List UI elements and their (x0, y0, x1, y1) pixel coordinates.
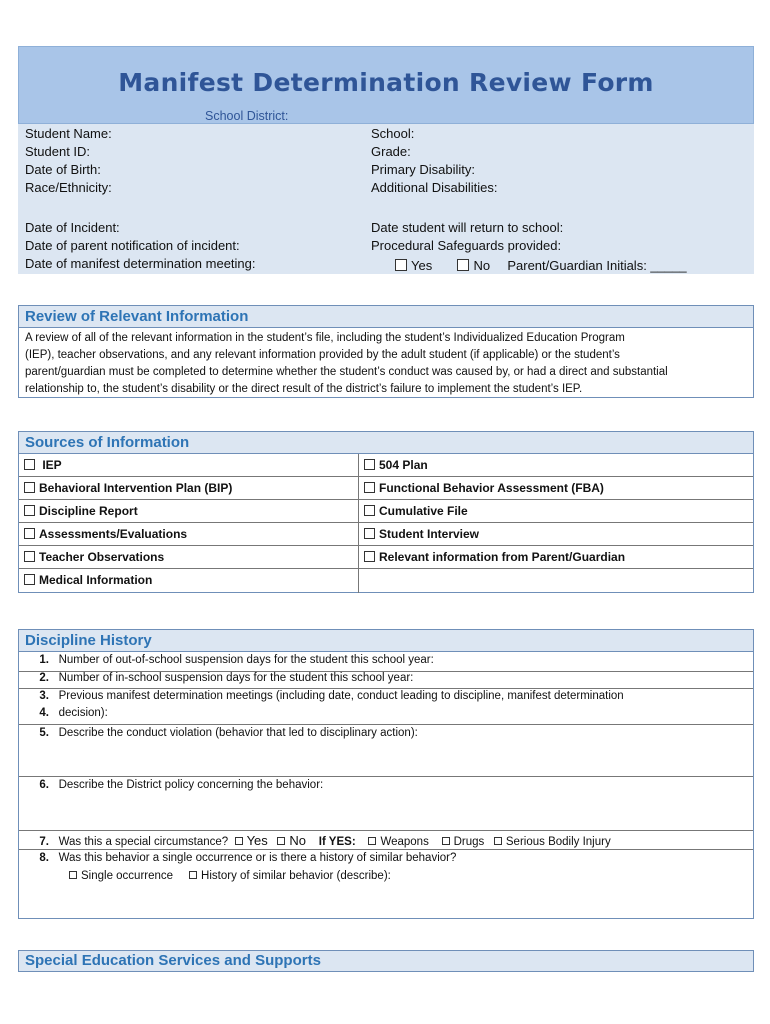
parent-information-label: Relevant information from Parent/Guardian (379, 550, 626, 564)
sources-left-column (19, 454, 358, 591)
student-info-right (371, 125, 497, 197)
weapons-label: Weapons (380, 836, 429, 848)
medical-information-label: Medical Information (39, 573, 153, 587)
single-occurrence-label: Single occurrence (81, 870, 174, 882)
discipline-heading: Discipline History (19, 630, 753, 652)
source-504-plan[interactable] (359, 454, 753, 477)
assessments-checkbox[interactable] (24, 528, 35, 539)
item-text: Number of out-of-school suspension days for the student this school year: (58, 654, 434, 666)
source-fba[interactable] (359, 477, 753, 500)
504-plan-label: 504 Plan (379, 458, 428, 472)
bip-checkbox[interactable] (24, 482, 35, 493)
parent-initials-label: Parent/Guardian Initials: _____ (507, 258, 687, 273)
incident-info-right (371, 219, 563, 255)
discipline-item-6 (29, 779, 323, 791)
sources-heading: Sources of Information (19, 432, 753, 454)
services-heading: Special Education Services and Supports (19, 951, 753, 971)
cumulative-file-checkbox[interactable] (364, 505, 375, 516)
review-line: A review of all of the relevant information in the student’s file, including the student’s Individualized Education Program (25, 332, 625, 344)
review-line: (IEP), teacher observations, and any relevant information provided by the adult student (if applicable) or the student’s (25, 349, 620, 361)
iep-label: IEP (42, 458, 62, 472)
item-text: Describe the conduct violation (behavior that led to disciplinary action): (58, 727, 418, 739)
meeting-date-label: Date of manifest determination meeting: (25, 256, 256, 271)
sources-section (18, 431, 754, 593)
review-text (19, 328, 753, 398)
item-number: 2. (39, 672, 49, 684)
special-no-label: No (289, 833, 307, 848)
item-number: 4. (39, 707, 49, 719)
source-iep[interactable] (19, 454, 358, 477)
fba-checkbox[interactable] (364, 482, 375, 493)
services-section (18, 950, 754, 972)
student-interview-label: Student Interview (379, 527, 480, 541)
source-assessments[interactable] (19, 523, 358, 546)
item-text: Number of in-school suspension days for the student this school year: (58, 672, 414, 684)
discipline-item-8 (29, 852, 456, 864)
review-section (18, 305, 754, 398)
special-yes-label: Yes (246, 833, 268, 848)
student-id-label: Student ID: (25, 144, 91, 159)
row-divider (19, 830, 753, 831)
student-interview-checkbox[interactable] (364, 528, 375, 539)
sources-right-column (359, 454, 753, 569)
item-text: Was this behavior a single occurrence or is there a history of similar behavior? (58, 852, 457, 864)
item-number: 8. (39, 852, 49, 864)
discipline-item-1 (29, 654, 434, 666)
date-of-incident-label: Date of Incident: (25, 220, 120, 235)
item-number: 7. (39, 836, 49, 848)
assessments-label: Assessments/Evaluations (39, 527, 188, 541)
source-medical-information[interactable] (19, 569, 358, 591)
discipline-item-2 (29, 672, 413, 684)
iep-checkbox[interactable] (24, 459, 35, 470)
discipline-item-3 (29, 690, 624, 702)
medical-information-checkbox[interactable] (24, 574, 35, 585)
discipline-report-checkbox[interactable] (24, 505, 35, 516)
review-line: relationship to, the student’s disability or the direct result of the district’s failure to implement the student’s IEP. (25, 383, 583, 395)
discipline-report-label: Discipline Report (39, 504, 138, 518)
procedural-safeguards-label: Procedural Safeguards provided: (371, 238, 562, 253)
school-district-label: School District: (205, 109, 289, 123)
item-text: Was this a special circumstance? (58, 836, 229, 848)
safeguards-no-label: No (473, 258, 491, 273)
single-occurrence-checkbox[interactable] (69, 871, 77, 879)
discipline-item-5 (29, 727, 418, 739)
cumulative-file-label: Cumulative File (379, 504, 468, 518)
row-divider (19, 688, 753, 689)
teacher-observations-label: Teacher Observations (39, 550, 165, 564)
source-cumulative-file[interactable] (359, 500, 753, 523)
source-bip[interactable] (19, 477, 358, 500)
history-label: History of similar behavior (describe): (201, 870, 391, 882)
injury-label: Serious Bodily Injury (505, 836, 611, 848)
special-no-checkbox[interactable] (277, 837, 285, 845)
item-number: 1. (39, 654, 49, 666)
date-of-birth-label: Date of Birth: (25, 162, 101, 177)
student-name-label: Student Name: (25, 126, 112, 141)
item-text: Describe the District policy concerning the behavior: (58, 779, 324, 791)
weapons-checkbox[interactable] (368, 837, 376, 845)
source-student-interview[interactable] (359, 523, 753, 546)
item-text: decision): (58, 707, 108, 719)
discipline-item-4 (29, 707, 108, 719)
row-divider (19, 849, 753, 850)
row-divider (19, 724, 753, 725)
primary-disability-label: Primary Disability: (371, 162, 476, 177)
safeguards-yes-label: Yes (411, 258, 433, 273)
review-heading: Review of Relevant Information (19, 306, 753, 328)
source-teacher-observations[interactable] (19, 546, 358, 569)
item-text: Previous manifest determination meetings (including date, conduct leading to discipline, manifest determination (58, 690, 624, 702)
special-yes-checkbox[interactable] (235, 837, 243, 845)
discipline-item-7 (29, 833, 611, 848)
school-label: School: (371, 126, 415, 141)
parent-information-checkbox[interactable] (364, 551, 375, 562)
incident-info-left (25, 219, 256, 273)
race-ethnicity-label: Race/Ethnicity: (25, 180, 112, 195)
review-line: parent/guardian must be completed to determine whether the student’s conduct was caused by, or had a direct and substantial (25, 366, 668, 378)
student-info-left (25, 125, 112, 197)
if-yes-label: If YES: (318, 836, 356, 848)
bip-label: Behavioral Intervention Plan (BIP) (39, 481, 233, 495)
row-divider (19, 776, 753, 777)
fba-label: Functional Behavior Assessment (FBA) (379, 481, 604, 495)
teacher-observations-checkbox[interactable] (24, 551, 35, 562)
parent-notification-label: Date of parent notification of incident: (25, 238, 240, 253)
discipline-section (18, 629, 754, 919)
item-number: 3. (39, 690, 49, 702)
source-parent-information[interactable] (359, 546, 753, 569)
injury-checkbox[interactable] (494, 837, 502, 845)
safeguards-no-checkbox[interactable] (457, 259, 469, 271)
safeguards-options (395, 257, 687, 275)
grade-label: Grade: (371, 144, 411, 159)
safeguards-yes-checkbox[interactable] (395, 259, 407, 271)
form-title: Manifest Determination Review Form (118, 68, 654, 97)
item-number: 5. (39, 727, 49, 739)
source-discipline-report[interactable] (19, 500, 358, 523)
drugs-label: Drugs (453, 836, 485, 848)
item-number: 6. (39, 779, 49, 791)
drugs-checkbox[interactable] (442, 837, 450, 845)
return-date-label: Date student will return to school: (371, 220, 564, 235)
occurrence-options (69, 870, 391, 882)
history-checkbox[interactable] (189, 871, 197, 879)
504-plan-checkbox[interactable] (364, 459, 375, 470)
additional-disabilities-label: Additional Disabilities: (371, 180, 498, 195)
